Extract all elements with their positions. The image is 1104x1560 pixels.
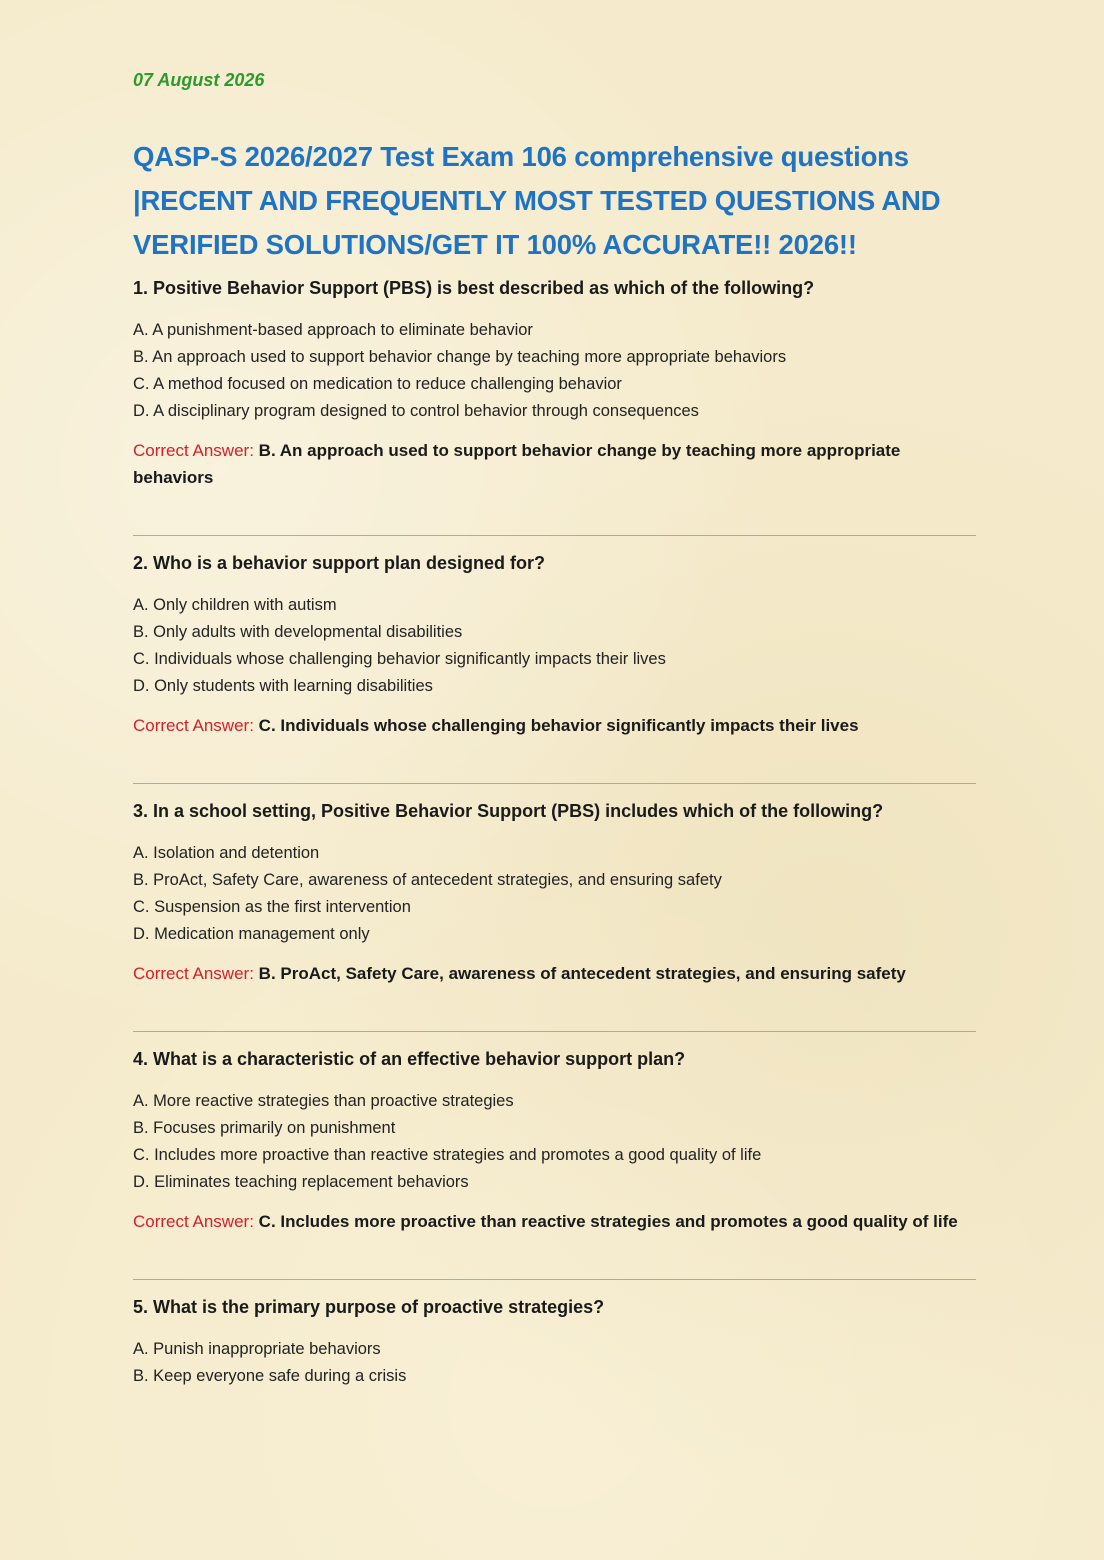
option: D. Only students with learning disabilities bbox=[133, 677, 433, 695]
question-text: 2. Who is a behavior support plan designed for? bbox=[133, 553, 546, 573]
question-text: 1. Positive Behavior Support (PBS) is best described as which of the following? bbox=[133, 278, 815, 298]
option: C. Suspension as the first intervention bbox=[133, 898, 411, 916]
answer-text: C. Individuals whose challenging behavior significantly impacts their lives bbox=[258, 716, 859, 735]
document-title: QASP-S 2026/2027 Test Exam 106 comprehensive questions |RECENT AND FREQUENTLY MOST TESTED QUESTIONS AND VERIFIED SOLUTIONS/GET IT 100% ACCURATE!! 2026!! bbox=[133, 141, 941, 260]
options-list bbox=[133, 317, 976, 425]
option: D. Medication management only bbox=[133, 925, 370, 943]
question-text: 5. What is the primary purpose of proactive strategies? bbox=[133, 1297, 605, 1317]
option: A. A punishment-based approach to eliminate behavior bbox=[133, 321, 533, 339]
question-4 bbox=[133, 1046, 976, 1235]
option: B. Only adults with developmental disabilities bbox=[133, 623, 463, 641]
option: A. Isolation and detention bbox=[133, 844, 320, 862]
answer-label: Correct Answer: bbox=[133, 716, 254, 735]
option: A. More reactive strategies than proactive strategies bbox=[133, 1092, 514, 1110]
separator bbox=[133, 783, 976, 784]
option: B. Keep everyone safe during a crisis bbox=[133, 1367, 407, 1385]
answer-text: B. An approach used to support behavior change by teaching more appropriate behaviors bbox=[133, 441, 901, 487]
option: C. A method focused on medication to reduce challenging behavior bbox=[133, 375, 622, 393]
answer-text: B. ProAct, Safety Care, awareness of antecedent strategies, and ensuring safety bbox=[258, 964, 906, 983]
correct-answer bbox=[133, 712, 976, 739]
question-text: 3. In a school setting, Positive Behavior Support (PBS) includes which of the following? bbox=[133, 801, 884, 821]
options-list bbox=[133, 1336, 976, 1390]
option: B. An approach used to support behavior change by teaching more appropriate behaviors bbox=[133, 348, 787, 366]
options-list bbox=[133, 1088, 976, 1196]
option: B. Focuses primarily on punishment bbox=[133, 1119, 396, 1137]
option: A. Punish inappropriate behaviors bbox=[133, 1340, 381, 1358]
correct-answer bbox=[133, 960, 976, 987]
question-5 bbox=[133, 1294, 976, 1390]
answer-label: Correct Answer: bbox=[133, 964, 254, 983]
options-list bbox=[133, 840, 976, 948]
option: C. Individuals whose challenging behavior significantly impacts their lives bbox=[133, 650, 666, 668]
option: A. Only children with autism bbox=[133, 596, 337, 614]
question-3 bbox=[133, 798, 976, 987]
question-2 bbox=[133, 550, 976, 739]
separator bbox=[133, 535, 976, 536]
options-list bbox=[133, 592, 976, 700]
question-text: 4. What is a characteristic of an effective behavior support plan? bbox=[133, 1049, 686, 1069]
option: D. Eliminates teaching replacement behaviors bbox=[133, 1173, 469, 1191]
separator bbox=[133, 1031, 976, 1032]
option: D. A disciplinary program designed to control behavior through consequences bbox=[133, 402, 699, 420]
option: C. Includes more proactive than reactive strategies and promotes a good quality of life bbox=[133, 1146, 762, 1164]
correct-answer bbox=[133, 1208, 976, 1235]
separator bbox=[133, 1279, 976, 1280]
correct-answer bbox=[133, 437, 976, 491]
option: B. ProAct, Safety Care, awareness of antecedent strategies, and ensuring safety bbox=[133, 871, 722, 889]
answer-label: Correct Answer: bbox=[133, 1212, 254, 1231]
answer-label: Correct Answer: bbox=[133, 441, 254, 460]
answer-text: C. Includes more proactive than reactive strategies and promotes a good quality of life bbox=[258, 1212, 958, 1231]
question-1 bbox=[133, 275, 976, 491]
document-date: 07 August 2026 bbox=[133, 70, 265, 90]
